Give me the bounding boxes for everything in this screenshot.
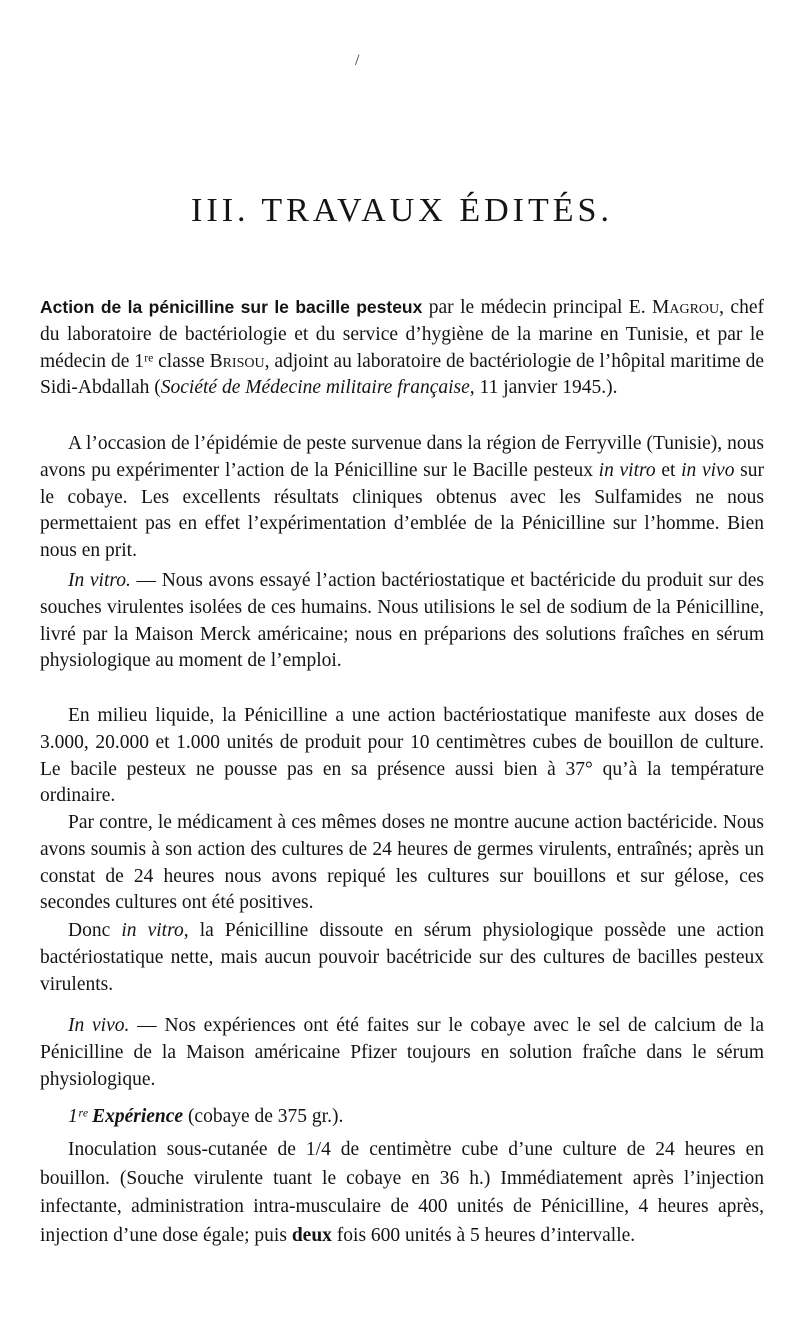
in-vitro-paragraph-2: En milieu liquide, la Pénicilline a une action bactériostatique manifeste aux doses de 3.000, 20.000 et 1.000 unités de produit pour 10 centimètres cubes de bouillon de culture. Le bacile pesteux ne pousse pas en sa présence aussi bien à 37° qu’à la température ordinaire. [40,705,764,807]
intro-in-vitro: in vitro [598,459,656,481]
in-vitro-text-1: Nous avons essayé l’action bactériostatique et bactéricide du produit sur des souches virulentes isolées de ces humains. Nous utilisions le sel de sodium de la Pénicilline, livré par la Maison Merck américaine; nous en préparions des solutions fraîches en sérum physiologique au moment de l’emploi. [40,570,764,672]
author-role-2: , adjoint au laboratoire de bactériologie de l’hôpital maritime de Sidi-Abdallah ( [40,350,764,399]
author-role-1: , chef du laboratoire de bactériologie et du service d’hygiène de la marine en Tunisie, et par le médecin de 1ʳᵉ classe [40,297,764,372]
section-title: III. TRAVAUX ÉDITÉS. [191,192,613,229]
intro-in-vivo: in vivo [681,459,735,481]
experiment-title: Expérience [87,1106,184,1127]
author-name-1: E. Magrou [628,297,720,318]
article-title: Action de la pénicilline sur le bacille pesteux [40,297,423,317]
in-vivo-paragraph [40,1013,764,1093]
article-header [40,294,764,402]
author-name-2: Brisou [209,350,265,372]
intro-text-1: A l’occasion de l’épidémie de peste survenue dans la région de Ferryville (Tunisie), nous avons pu expérimenter l’action de la Pénicilline sur le Bacille pesteux [40,433,764,481]
in-vitro-text-4a: Donc [68,920,122,941]
document-page [40,0,764,1319]
in-vitro-dash: — [130,570,162,591]
in-vitro-text-4-em: in vitro, [121,920,189,941]
experiment-text-bold: deux [291,1224,332,1246]
in-vitro-paragraph-4 [40,918,764,998]
experiment-weight: (cobaye de 375 gr.). [183,1106,344,1127]
in-vitro-paragraph-1 [40,568,764,675]
experiment-text-a: Inoculation sous-cutanée de 1/4 de centimètre cube d’une culture de 24 heures en bouillon. (Souche virulente tuant le cobaye en 36 h.) Immédiatement après l’injection infectante, administration intra-musculaire de 400 unités de Pénicilline, 4 heures après, injection d’une dose égale; puis [40,1139,764,1246]
publication-date: , 11 janvier 1945.). [469,377,618,399]
in-vivo-text: Nos expériences ont été faites sur le cobaye avec le sel de calcium de la Pénicilline de la Maison américaine Pfizer toujours en solution fraîche dans le sérum physiologique. [40,1015,764,1090]
corner-mark: / [355,52,360,69]
in-vitro-text-4b: la Pénicilline dissoute en sérum physiologique possède une action bactériostatique nette, mais aucun pouvoir bacétricide sur des cultures de bacilles pesteux virulents. [40,920,764,995]
journal-name: Société de Médecine militaire française [160,377,470,399]
in-vivo-heading: In vivo. [68,1015,130,1036]
intro-paragraph [40,431,764,565]
article-by: par le médecin principal [422,297,629,318]
in-vivo-dash: — [129,1015,165,1036]
in-vitro-heading: In vitro. [68,570,131,591]
experiment-heading [40,1104,764,1131]
in-vitro-paragraph-3: Par contre, le médicament à ces mêmes doses ne montre aucune action bactéricide. Nous avons soumis à son action des cultures de 24 heures de germes virulents, entraînés; après un constat de 24 heures nous avons repiqué les cultures sur bouillons et sur gélose, ces secondes cultures ont été positives. [40,812,764,914]
intro-and: et [655,459,682,481]
intro-text-2: sur le cobaye. Les excellents résultats cliniques obtenus avec les Sulfamides ne nous permettaient pas en effet l’expérimentation d’emblée de la Pénicilline sur l’homme. Bien nous en prit. [40,459,764,562]
experiment-text-b: fois 600 unités à 5 heures d’intervalle. [331,1224,636,1246]
experiment-number: 1ʳᵉ [68,1106,88,1127]
experiment-body [40,1136,764,1250]
